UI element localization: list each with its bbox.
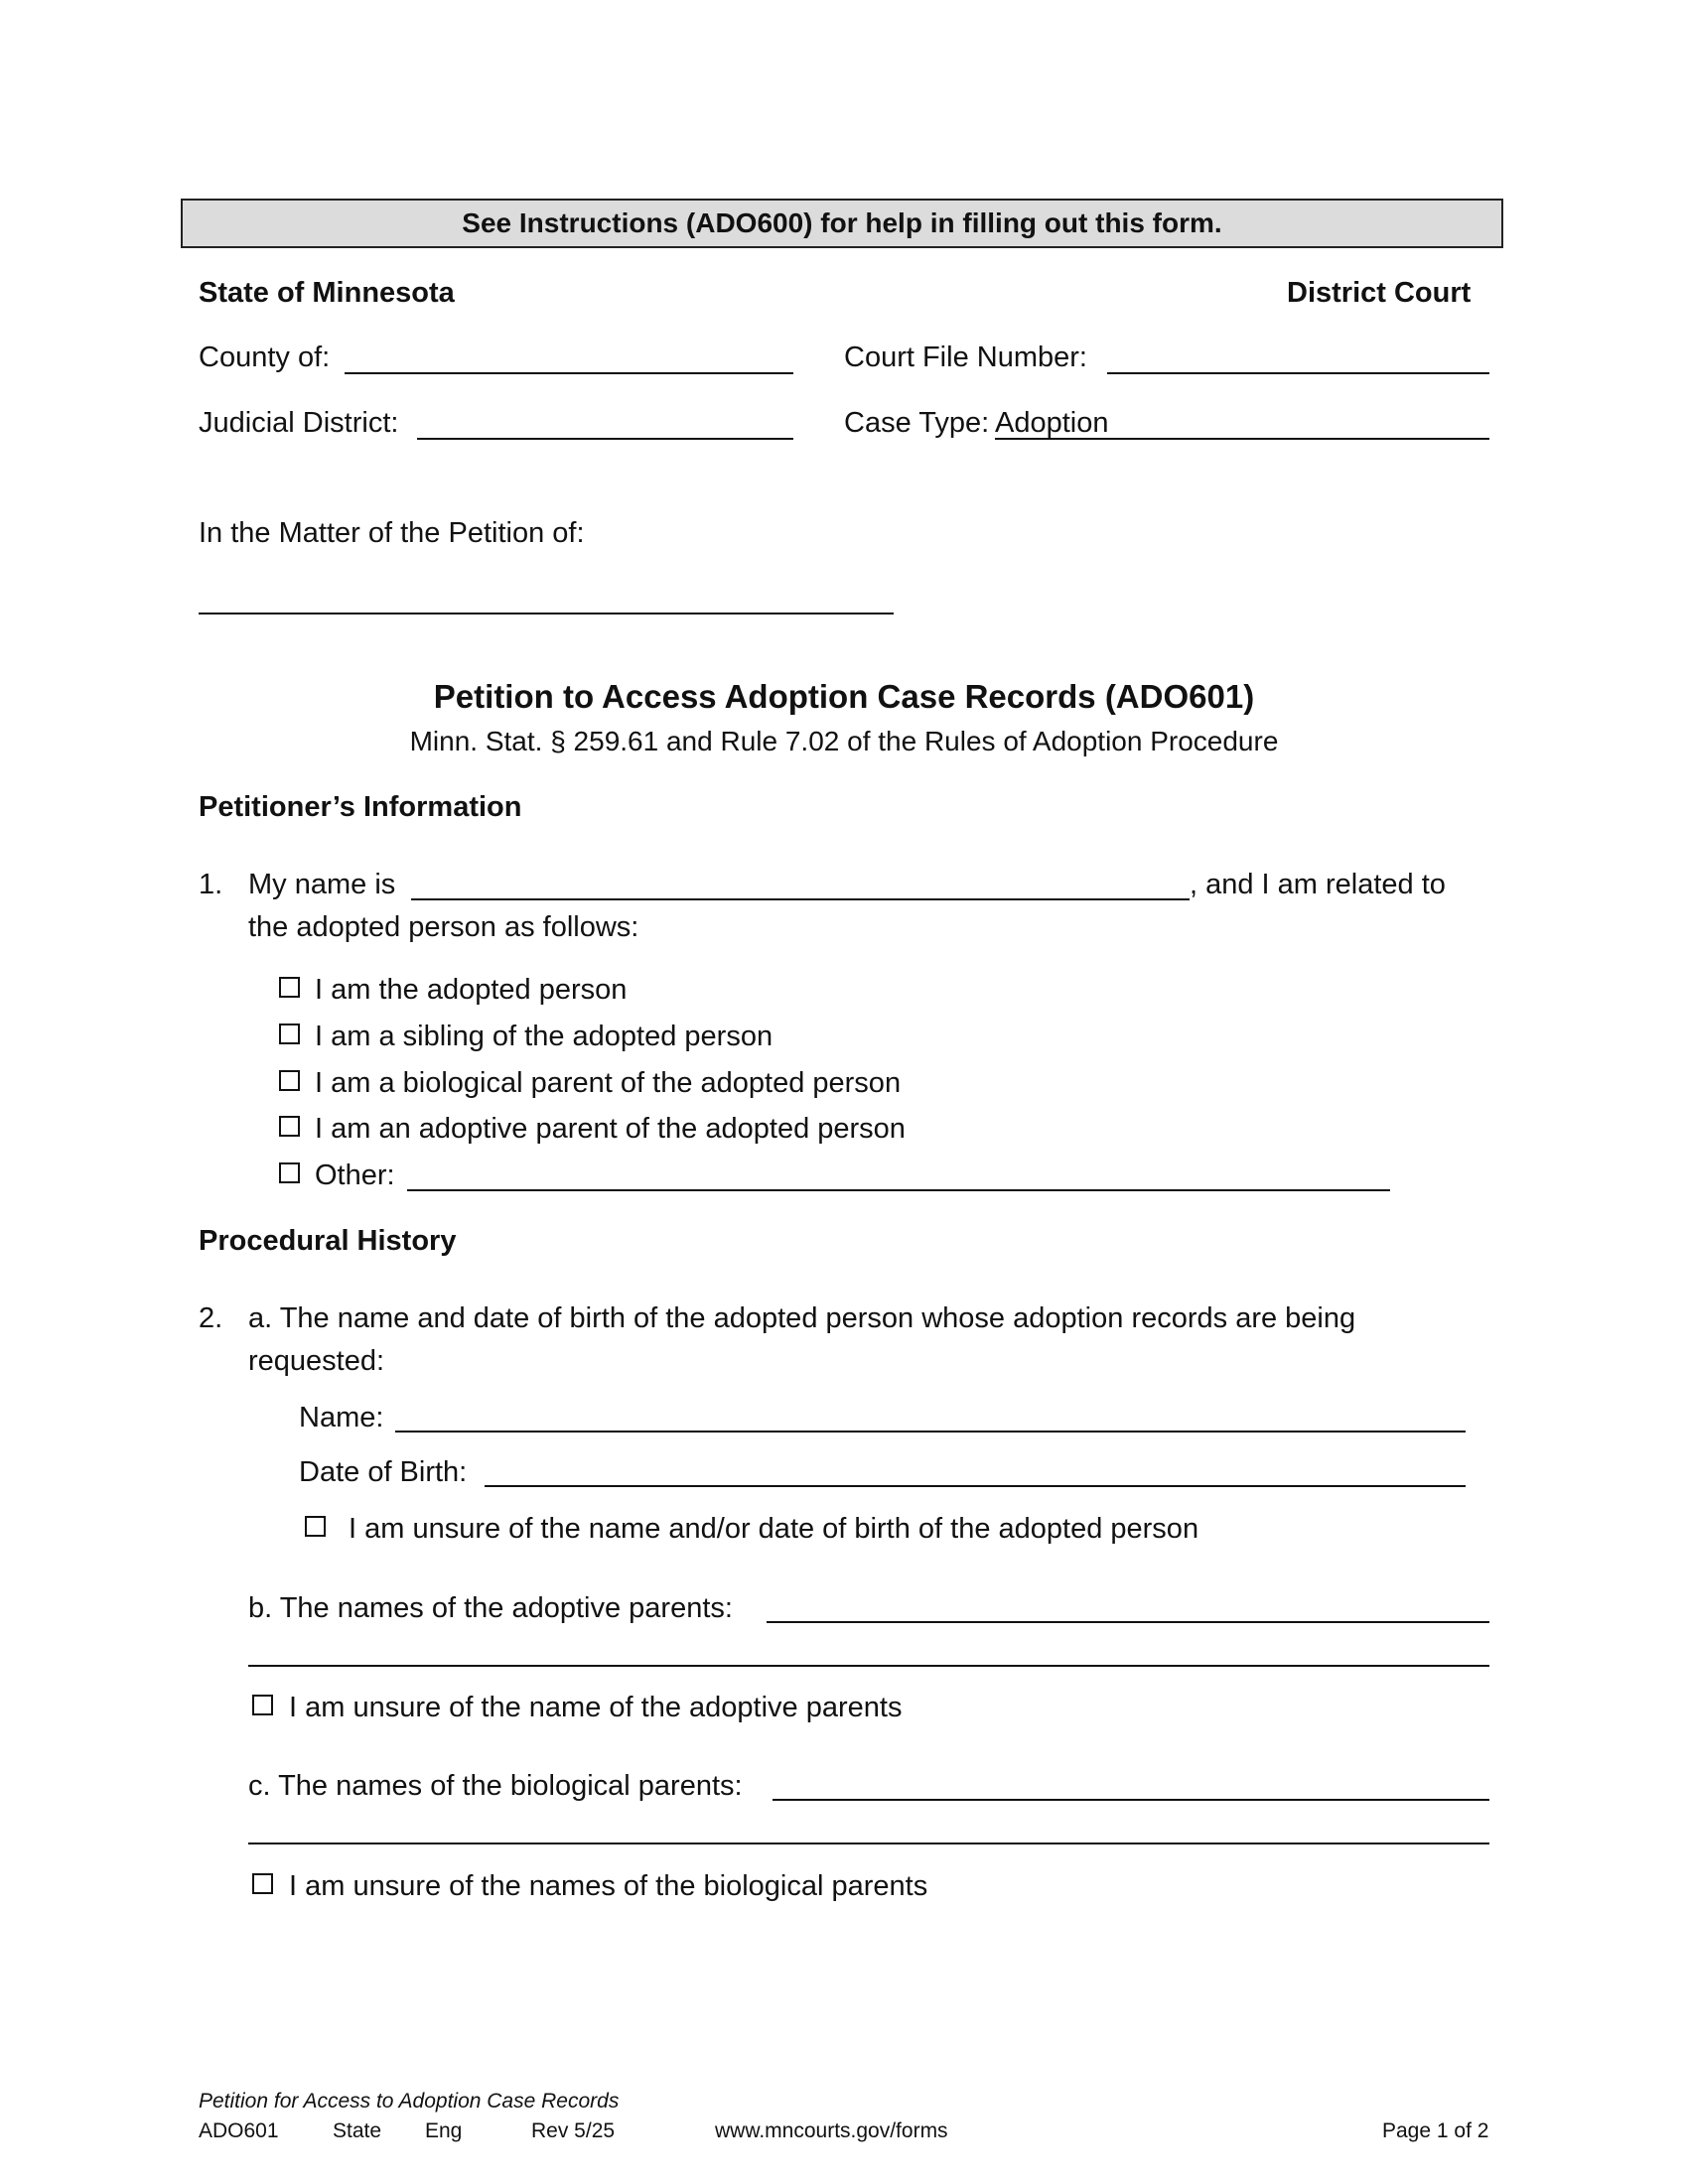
footer-page-number: Page 1 of 2: [1382, 2119, 1489, 2142]
footer-scope: State: [333, 2119, 382, 2142]
item-2a-text: a. The name and date of birth of the adopted person whose adoption records are being: [248, 1302, 1356, 1334]
item-number-1: 1.: [199, 869, 223, 900]
biological-parents-field[interactable]: [773, 1799, 1489, 1801]
adopted-dob-label: Date of Birth:: [299, 1456, 468, 1488]
procedural-history-heading: Procedural History: [199, 1225, 457, 1257]
court-file-number-field[interactable]: [1107, 372, 1489, 374]
item-2b-label: b. The names of the adoptive parents:: [248, 1592, 733, 1624]
judicial-district-label: Judicial District:: [199, 407, 399, 439]
page-title: Petition to Access Adoption Case Records (ADO601): [433, 678, 1255, 715]
checkbox-unsure-name-dob[interactable]: [305, 1516, 326, 1537]
footer-language: Eng: [425, 2119, 463, 2142]
option-adoptive-parent: I am an adoptive parent of the adopted person: [315, 1113, 906, 1145]
unsure-adoptive-parents-text: I am unsure of the name of the adoptive parents: [289, 1692, 903, 1723]
court-label: District Court: [1287, 277, 1472, 309]
county-field[interactable]: [345, 372, 793, 374]
footer-form-title: Petition for Access to Adoption Case Records: [199, 2090, 620, 2113]
item-2c-label: c. The names of the biological parents:: [248, 1770, 743, 1802]
petitioner-matter-field[interactable]: [199, 613, 894, 614]
case-type-field[interactable]: [995, 438, 1489, 440]
option-sibling: I am a sibling of the adopted person: [315, 1021, 774, 1052]
relation-intro: the adopted person as follows:: [248, 911, 639, 943]
page-subtitle: Minn. Stat. § 259.61 and Rule 7.02 of the Rules of Adoption Procedure: [409, 726, 1279, 756]
checkbox-unsure-biological-parents[interactable]: [252, 1873, 273, 1894]
biological-parents-field-cont[interactable]: [248, 1843, 1489, 1844]
checkbox-other[interactable]: [279, 1162, 300, 1183]
adopted-name-label: Name:: [299, 1402, 384, 1433]
name-label: My name is: [248, 869, 396, 900]
checkbox-unsure-adoptive-parents[interactable]: [252, 1695, 273, 1715]
adopted-name-field[interactable]: [395, 1431, 1466, 1433]
checkbox-adopted-person[interactable]: [279, 977, 300, 998]
other-relation-field[interactable]: [407, 1189, 1390, 1191]
footer-form-id: ADO601: [199, 2119, 279, 2142]
related-suffix: , and I am related to: [1190, 869, 1446, 900]
judicial-district-field[interactable]: [417, 438, 793, 440]
petitioner-heading: Petitioner’s Information: [199, 791, 522, 823]
option-other: Other:: [315, 1160, 395, 1191]
court-file-number-label: Court File Number:: [844, 341, 1087, 373]
footer-revision: Rev 5/25: [531, 2119, 616, 2142]
county-label: County of:: [199, 341, 331, 373]
instructions-banner: See Instructions (ADO600) for help in filling out this form.: [181, 199, 1503, 248]
case-type-value: Adoption: [995, 407, 1109, 439]
petitioner-name-field[interactable]: [411, 898, 1190, 900]
adoptive-parents-field[interactable]: [767, 1621, 1489, 1623]
state-label: State of Minnesota: [199, 277, 455, 309]
unsure-biological-parents-text: I am unsure of the names of the biological parents: [289, 1870, 928, 1902]
item-2a-text-cont: requested:: [248, 1345, 385, 1377]
option-adopted-person: I am the adopted person: [315, 974, 628, 1006]
case-type-label: Case Type:: [844, 407, 990, 439]
checkbox-biological-parent[interactable]: [279, 1070, 300, 1091]
option-biological-parent: I am a biological parent of the adopted person: [315, 1067, 902, 1099]
checkbox-sibling[interactable]: [279, 1024, 300, 1044]
unsure-name-dob-text: I am unsure of the name and/or date of birth of the adopted person: [349, 1513, 1199, 1545]
adoptive-parents-field-cont[interactable]: [248, 1665, 1489, 1667]
adopted-dob-field[interactable]: [485, 1485, 1466, 1487]
matter-label: In the Matter of the Petition of:: [199, 517, 585, 549]
checkbox-adoptive-parent[interactable]: [279, 1116, 300, 1137]
item-number-2: 2.: [199, 1302, 223, 1334]
footer-url[interactable]: www.mncourts.gov/forms: [715, 2119, 948, 2142]
